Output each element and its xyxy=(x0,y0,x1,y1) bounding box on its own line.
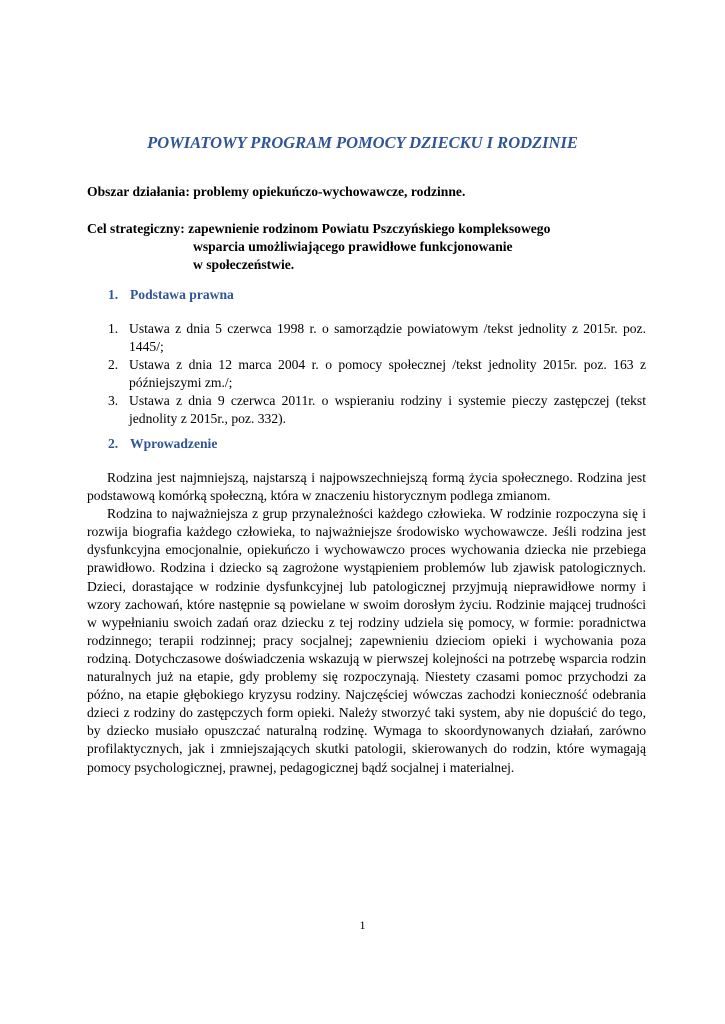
area-of-activity: Obszar działania: problemy opiekuńczo-wychowawcze, rodzinne. xyxy=(87,184,466,199)
list-item xyxy=(108,392,646,428)
legal-basis-list xyxy=(108,320,646,428)
section-heading-text: Podstawa prawna xyxy=(130,287,234,302)
section-heading-introduction xyxy=(108,436,217,452)
list-item xyxy=(108,320,646,356)
strategic-goal xyxy=(87,220,647,274)
strategic-goal-line-1: Cel strategiczny: zapewnienie rodzinom Powiatu Pszczyńskiego kompleksowego xyxy=(87,221,551,236)
page-number: 1 xyxy=(359,918,366,932)
list-item-number: 1. xyxy=(108,321,119,336)
list-item-number: 3. xyxy=(108,393,119,408)
list-item xyxy=(108,356,646,392)
introduction-body xyxy=(87,469,646,777)
paragraph: Rodzina jest najmniejszą, najstarszą i najpowszechniejszą formą życia społecznego. Rodzina jest podstawową komórką społeczną, która w znaczeniu historycznym podlega zmianom. xyxy=(87,470,646,504)
paragraph: Rodzina to najważniejsza z grup przynależności każdego człowieka. W rodzinie rozpoczyna się i rozwija biografia każdego człowieka, to najważniejsze środowisko wychowawcze. Jeśli rodzina jest dysfunkcyjna emocjonalnie, opiekuńczo i wychowawczo proces wychowania dziecka nie przebiega prawidłowo. Rodzina i dziecko są zagrożone wystąpieniem problemów lub zjawisk patologicznych. Dzieci, dorastające w rodzinie dysfunkcyjnej lub patologicznej przyjmują nieprawidłowe normy i wzory zachowań, które następnie są powielane w swoim dorosłym życiu. Rodzinie mającej trudności w wypełnianiu swoich zadań oraz dziecku z tej rodziny udziela się pomocy, w formie: poradnictwa rodzinnego; terapii rodzinnej; pracy socjalnej; zapewnieniu dzieciom opieki i wychowania poza rodziną. Dotychczasowe doświadczenia wskazują w pierwszej kolejności na potrzebę wsparcia rodzin naturalnych już na etapie, gdy problemy się rozpoczynają. Niestety czasami pomoc przychodzi za późno, na etapie głębokiego kryzysu rodziny. Najczęściej wówczas zachodzi konieczność odebrania dzieci z rodziny do zastępczych form opieki. Należy stworzyć taki system, aby nie dopuścić do tego, by dziecko musiało opuszczać naturalną rodzinę. Wymaga to skoordynowanych działań, zarówno profilaktycznych, jak i zmniejszających skutki patologii, skierowanych do rodzin, które wymagają pomocy psychologicznej, prawnej, pedagogicznej bądź socjalnej i materialnej. xyxy=(87,506,646,775)
list-item-text: Ustawa z dnia 9 czerwca 2011r. o wspieraniu rodziny i systemie pieczy zastępczej (tekst jednolity z 2015r., poz. 332). xyxy=(129,393,646,426)
section-heading-legal-basis xyxy=(108,287,234,303)
strategic-goal-line-3: w społeczeństwie. xyxy=(193,257,295,272)
section-number: 2. xyxy=(108,436,119,451)
list-item-text: Ustawa z dnia 5 czerwca 1998 r. o samorządzie powiatowym /tekst jednolity z 2015r. poz. 1445/; xyxy=(129,321,646,354)
section-number: 1. xyxy=(108,287,119,302)
list-item-number: 2. xyxy=(108,357,119,372)
list-item-text: Ustawa z dnia 12 marca 2004 r. o pomocy społecznej /tekst jednolity 2015r. poz. 163 z późniejszymi zm./; xyxy=(129,357,646,390)
document-title: POWIATOWY PROGRAM POMOCY DZIECKU I RODZINIE xyxy=(147,133,578,152)
section-heading-text: Wprowadzenie xyxy=(130,436,218,451)
strategic-goal-line-2: wsparcia umożliwiającego prawidłowe funkcjonowanie xyxy=(193,239,513,254)
